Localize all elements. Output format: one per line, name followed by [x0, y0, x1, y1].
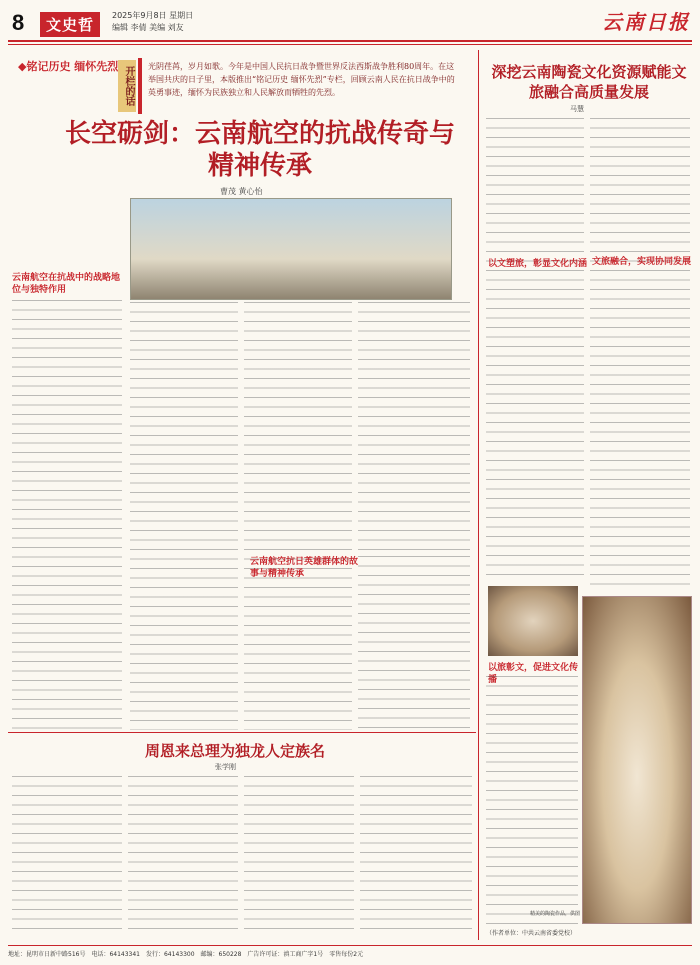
historical-photo: [130, 198, 452, 300]
pottery-photo-large: [582, 596, 692, 924]
body-text-column-4: [358, 302, 470, 552]
main-article-byline: 曹茂 黄心怡: [220, 187, 263, 196]
issue-date: [112, 10, 193, 34]
body-text-column-2: [130, 302, 238, 730]
header-divider: [8, 40, 692, 42]
right-subhead-1: 以文塑旅，彰显文化内涵: [488, 259, 588, 269]
page-footer: 地址：昆明市日新中路516号 电话：64143341 发行：64143300 邮编：650228 广告许可证：滇工商广字1号 零售每份2元: [8, 945, 692, 958]
header-divider-thin: [8, 44, 692, 45]
second-body-column-2: [128, 776, 238, 936]
section-title: 文史哲: [40, 12, 100, 37]
editor-text: 编辑 李倩 美编 刘友: [112, 23, 184, 32]
body-text-column-5: [358, 556, 470, 730]
right-subhead-2: 以旅彰文，促进文化传播: [488, 663, 579, 685]
intro-text: 光阴荏苒，岁月如歌。今年是中国人民抗日战争暨世界反法西斯战争胜利80周年。在这举国共庆的日子里，本版推出“铭记历史 缅怀先烈”专栏，回顾云南人民在抗日战争中的英勇事迹，缅怀为民族独立和人民解放而牺牲的先烈。: [148, 62, 455, 97]
page-header: [0, 0, 700, 46]
column-separator: [478, 50, 479, 940]
body-text-column-3: [244, 302, 352, 730]
subhead-hero-stories: 云南航空抗日英雄群体的故事与精神传承: [250, 557, 359, 579]
right-article-title: 深挖云南陶瓷文化资源赋能文旅融合高质量发展: [491, 63, 687, 101]
photo-caption: 精美的陶瓷作品，供图: [530, 911, 581, 917]
right-body-column-3: [486, 676, 578, 926]
intro-accent-bar: [138, 58, 142, 114]
second-body-column-4: [360, 776, 472, 936]
newspaper-logo: 云南日报: [602, 10, 690, 34]
pottery-photo-small: [488, 586, 578, 656]
second-article-title: 周恩来总理为独龙人定族名: [144, 742, 325, 760]
second-body-column-1: [12, 776, 122, 936]
right-subhead-3: 文旅融合，实现协同发展: [592, 257, 692, 267]
second-body-column-3: [244, 776, 354, 936]
page-number: 8: [12, 10, 25, 35]
body-text-column-1: [12, 300, 122, 730]
right-article-byline: 马慧: [570, 105, 584, 113]
article-separator: [8, 732, 476, 733]
second-article-byline: 张学刚: [215, 763, 236, 771]
author-note: （作者单位：中共云南省委党校）: [486, 930, 577, 937]
main-article-title: 长空砺剑：云南航空的抗战传奇与精神传承: [64, 119, 455, 181]
subhead-strategic-position: 云南航空在抗战中的战略地位与独特作用: [12, 273, 121, 295]
date-text: 2025年9月8日 星期日: [112, 11, 194, 20]
kaibi-tag: 开栏的话: [118, 60, 136, 112]
right-body-column-2: [590, 118, 690, 588]
column-tag: ◆铭记历史 缅怀先烈: [18, 60, 119, 73]
right-body-column-1: [486, 118, 584, 578]
